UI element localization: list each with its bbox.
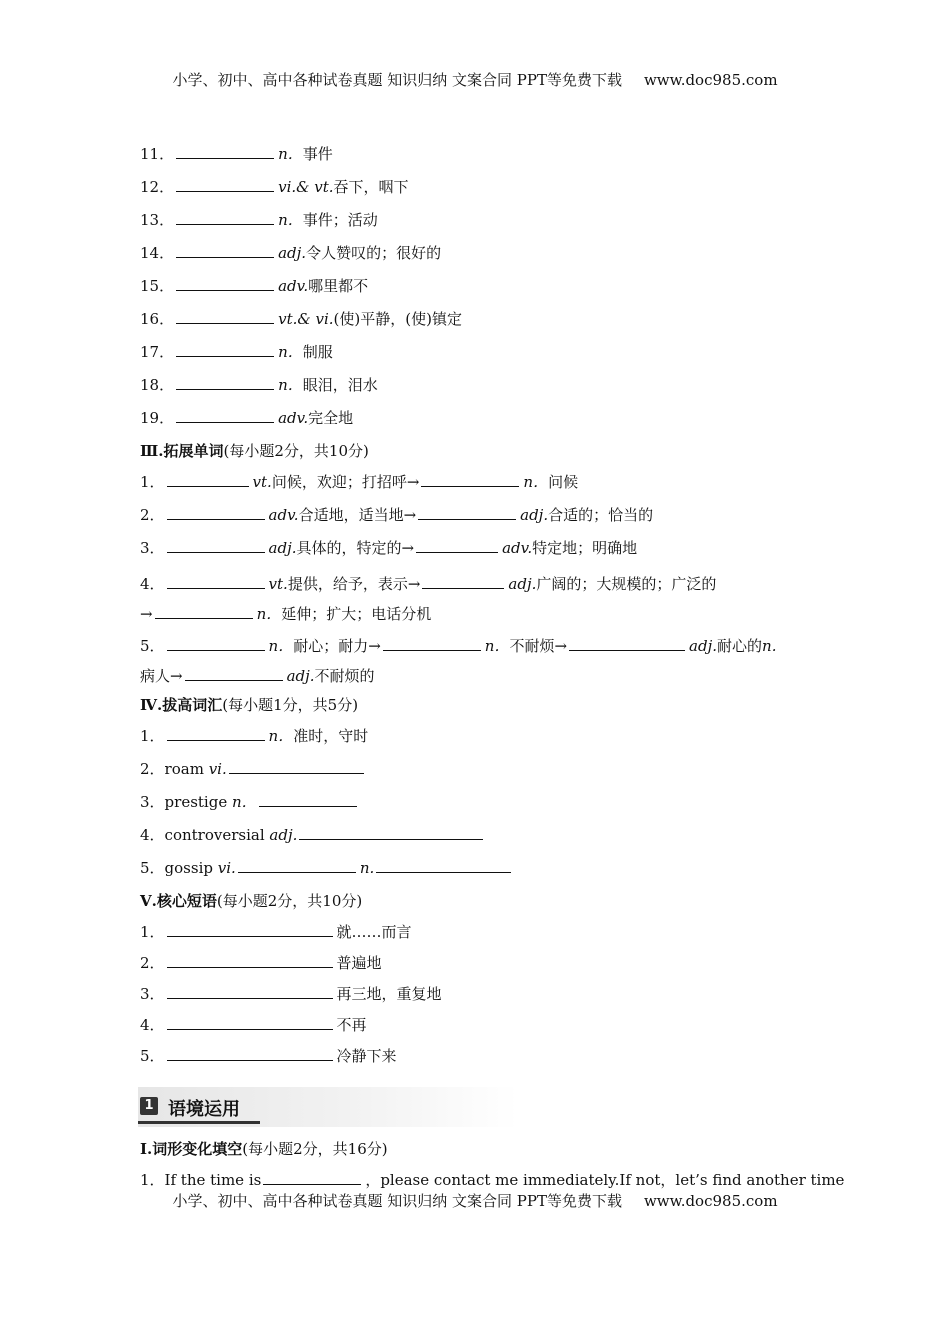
- answer-blank[interactable]: [167, 572, 265, 589]
- arrow: →: [140, 605, 153, 623]
- phrase-list: [140, 920, 812, 1075]
- item-number: 5．: [140, 1047, 165, 1065]
- meaning: 哪里都不: [308, 277, 369, 295]
- answer-blank[interactable]: [176, 406, 274, 423]
- page-footer: [0, 1190, 950, 1211]
- meaning: 事件；活动: [302, 211, 378, 229]
- meaning: 合适的；恰当的: [548, 506, 654, 524]
- answer-blank[interactable]: [176, 307, 274, 324]
- s3-item-4: [140, 569, 812, 629]
- section-3-title: Ⅲ.拓展单词: [140, 442, 224, 460]
- vocab-item: [140, 208, 812, 241]
- meaning: 耐心的: [717, 637, 763, 655]
- meaning: 冷静下来: [336, 1047, 397, 1065]
- vocab-item: [140, 307, 812, 340]
- answer-blank[interactable]: [569, 634, 685, 651]
- footer-url: www.doc985.com: [643, 1192, 778, 1210]
- part-of-speech: vt.: [268, 575, 288, 593]
- word: gossip: [164, 859, 213, 877]
- part-of-speech: adv.: [278, 277, 309, 295]
- part-of-speech: n．: [278, 343, 303, 361]
- question-text: If the time is: [164, 1171, 262, 1189]
- part-of-speech: n．: [231, 793, 257, 811]
- part-of-speech: adj.: [286, 667, 315, 685]
- part-of-speech: vt.& vi.: [278, 310, 334, 328]
- meaning: 就……而言: [336, 923, 412, 941]
- vocab-list: [140, 142, 812, 439]
- item-number: 3．: [140, 985, 165, 1003]
- item-number: 5．: [140, 859, 165, 877]
- item-number: 4．: [140, 1016, 165, 1034]
- section-5-heading: [140, 889, 812, 920]
- answer-blank[interactable]: [167, 470, 249, 487]
- vocab-item: [140, 340, 812, 373]
- part-of-speech: n.: [762, 637, 777, 655]
- answer-blank[interactable]: [167, 920, 333, 937]
- page-header: [0, 69, 950, 90]
- part-of-speech: adj.: [689, 637, 718, 655]
- part-of-speech: n．: [268, 637, 294, 655]
- s4-item-4: [140, 823, 812, 856]
- item-number: 17．: [140, 343, 175, 361]
- s4-item-2: [140, 757, 812, 790]
- section-4-heading: [140, 693, 812, 724]
- phrase-item: [140, 920, 812, 951]
- vocab-item: [140, 373, 812, 406]
- item-number: 19．: [140, 409, 175, 427]
- meaning: 耐心；耐力→: [293, 637, 381, 655]
- answer-blank[interactable]: [259, 790, 357, 807]
- item-number: 14．: [140, 244, 175, 262]
- footer-text: 小学、初中、高中各种试卷真题 知识归纳 文案合同 PPT等免费下载: [172, 1192, 622, 1210]
- answer-blank[interactable]: [167, 503, 265, 520]
- question-text: ，please contact me immediately.If not，let’s find another time: [365, 1171, 845, 1189]
- item-number: 1．: [140, 727, 165, 745]
- item-number: 1．: [140, 473, 165, 491]
- fill-section-title: Ⅰ.词形变化填空: [140, 1140, 243, 1158]
- phrase-item: [140, 1044, 812, 1075]
- answer-blank[interactable]: [176, 373, 274, 390]
- section-4-title: Ⅳ.拔高词汇: [140, 696, 223, 714]
- meaning: 制服: [302, 343, 333, 361]
- item-number: 13．: [140, 211, 175, 229]
- answer-blank[interactable]: [421, 470, 519, 487]
- item-number: 1．: [140, 1171, 165, 1189]
- answer-blank[interactable]: [263, 1168, 361, 1185]
- item-number: 3．: [140, 539, 165, 557]
- fill-section-heading: [140, 1137, 812, 1168]
- item-number: 12．: [140, 178, 175, 196]
- item-number: 18．: [140, 376, 175, 394]
- meaning: 不再: [336, 1016, 367, 1034]
- answer-blank[interactable]: [422, 572, 504, 589]
- context-section-title: 语境运用: [168, 1099, 240, 1120]
- meaning: 再三地，重复地: [336, 985, 442, 1003]
- answer-blank[interactable]: [383, 634, 481, 651]
- part-of-speech: vi.: [217, 859, 236, 877]
- header-text: 小学、初中、高中各种试卷真题 知识归纳 文案合同 PPT等免费下载: [172, 71, 622, 89]
- fill-section-note: (每小题2分，共16分): [242, 1140, 388, 1158]
- s3-item-1: [140, 470, 812, 503]
- answer-blank[interactable]: [185, 664, 283, 681]
- section-3-note: (每小题2分，共10分): [223, 442, 369, 460]
- part-of-speech: n．: [278, 211, 303, 229]
- meaning: 广阔的；大规模的；广泛的: [536, 575, 717, 593]
- part-of-speech: n．: [256, 605, 282, 623]
- answer-blank[interactable]: [167, 982, 333, 999]
- meaning: 具体的，特定的→: [296, 539, 415, 557]
- vocab-item: [140, 406, 812, 439]
- answer-blank[interactable]: [416, 536, 498, 553]
- meaning: 提供，给予，表示→: [287, 575, 421, 593]
- answer-blank[interactable]: [418, 503, 516, 520]
- context-section-banner: [138, 1087, 518, 1127]
- answer-blank[interactable]: [229, 757, 364, 774]
- item-number: 11．: [140, 145, 175, 163]
- item-number: 1．: [140, 923, 165, 941]
- section-3-heading: [140, 439, 812, 470]
- answer-blank[interactable]: [176, 340, 274, 357]
- item-number: 16．: [140, 310, 175, 328]
- meaning: 准时，守时: [293, 727, 369, 745]
- s3-item-2: [140, 503, 812, 536]
- meaning: 合适地，适当地→: [298, 506, 417, 524]
- part-of-speech: adj.: [508, 575, 537, 593]
- meaning: 吞下，咽下: [333, 178, 409, 196]
- s4-item-5: [140, 856, 812, 889]
- part-of-speech: n．: [484, 637, 510, 655]
- header-url: www.doc985.com: [643, 71, 778, 89]
- answer-blank[interactable]: [176, 241, 274, 258]
- item-number: 15．: [140, 277, 175, 295]
- section-5-note: (每小题2分，共10分): [216, 892, 363, 910]
- meaning: 令人赞叹的；很好的: [306, 244, 442, 262]
- worksheet-content: [140, 142, 845, 1199]
- item-number: 4．: [140, 826, 165, 844]
- item-number: 2．: [140, 760, 165, 778]
- meaning: 问候，欢迎；打招呼→: [271, 473, 420, 491]
- meaning: 病人→: [140, 667, 183, 685]
- meaning: 不耐烦的: [314, 667, 375, 685]
- s3-item-5: [140, 631, 812, 691]
- vocab-item: [140, 241, 812, 274]
- meaning: 不耐烦→: [509, 637, 568, 655]
- vocab-item: [140, 142, 812, 175]
- meaning: 普遍地: [336, 954, 382, 972]
- meaning: 完全地: [308, 409, 354, 427]
- part-of-speech: adj.: [520, 506, 549, 524]
- meaning: 延伸；扩大；电话分机: [281, 605, 432, 623]
- item-number: 3．: [140, 793, 165, 811]
- item-number: 2．: [140, 506, 165, 524]
- vocab-item: [140, 175, 812, 208]
- part-of-speech: n.: [359, 859, 375, 877]
- s3-item-3: [140, 536, 812, 569]
- answer-blank[interactable]: [176, 175, 274, 192]
- answer-blank[interactable]: [167, 724, 265, 741]
- item-number: 2．: [140, 954, 165, 972]
- word: prestige: [164, 793, 228, 811]
- part-of-speech: n．: [268, 727, 294, 745]
- part-of-speech: vi.& vt.: [278, 178, 334, 196]
- phrase-item: [140, 982, 812, 1013]
- s4-item-3: [140, 790, 812, 823]
- answer-blank[interactable]: [238, 856, 356, 873]
- answer-blank[interactable]: [176, 208, 274, 225]
- answer-blank[interactable]: [299, 823, 483, 840]
- part-of-speech: vi.: [208, 760, 227, 778]
- part-of-speech: n．: [523, 473, 549, 491]
- part-of-speech: adj.: [278, 244, 307, 262]
- answer-blank[interactable]: [155, 602, 253, 619]
- s4-item-1: [140, 724, 812, 757]
- meaning: 事件: [302, 145, 333, 163]
- item-number: 4．: [140, 575, 165, 593]
- answer-blank[interactable]: [176, 142, 274, 159]
- answer-blank[interactable]: [167, 1013, 333, 1030]
- part-of-speech: adj.: [268, 539, 297, 557]
- meaning: 特定地；明确地: [532, 539, 638, 557]
- meaning: 问候: [548, 473, 579, 491]
- answer-blank[interactable]: [167, 951, 333, 968]
- word: roam: [164, 760, 204, 778]
- section-number-icon: 1: [140, 1097, 158, 1115]
- part-of-speech: adv.: [268, 506, 299, 524]
- item-number: 5．: [140, 637, 165, 655]
- meaning: (使)平静，(使)镇定: [333, 310, 462, 328]
- part-of-speech: adv.: [502, 539, 533, 557]
- part-of-speech: adj.: [269, 826, 298, 844]
- answer-blank[interactable]: [167, 634, 265, 651]
- part-of-speech: n．: [278, 376, 303, 394]
- section-5-title: Ⅴ.核心短语: [140, 892, 217, 910]
- part-of-speech: vt.: [252, 473, 272, 491]
- meaning: 眼泪，泪水: [302, 376, 378, 394]
- phrase-item: [140, 951, 812, 982]
- answer-blank[interactable]: [167, 536, 265, 553]
- part-of-speech: n．: [278, 145, 303, 163]
- section-4-note: (每小题1分，共5分): [222, 696, 359, 714]
- vocab-item: [140, 274, 812, 307]
- banner-underline: [138, 1121, 260, 1124]
- part-of-speech: adv.: [278, 409, 309, 427]
- word: controversial: [164, 826, 265, 844]
- answer-blank[interactable]: [176, 274, 274, 291]
- answer-blank[interactable]: [167, 1044, 333, 1061]
- phrase-item: [140, 1013, 812, 1044]
- answer-blank[interactable]: [376, 856, 511, 873]
